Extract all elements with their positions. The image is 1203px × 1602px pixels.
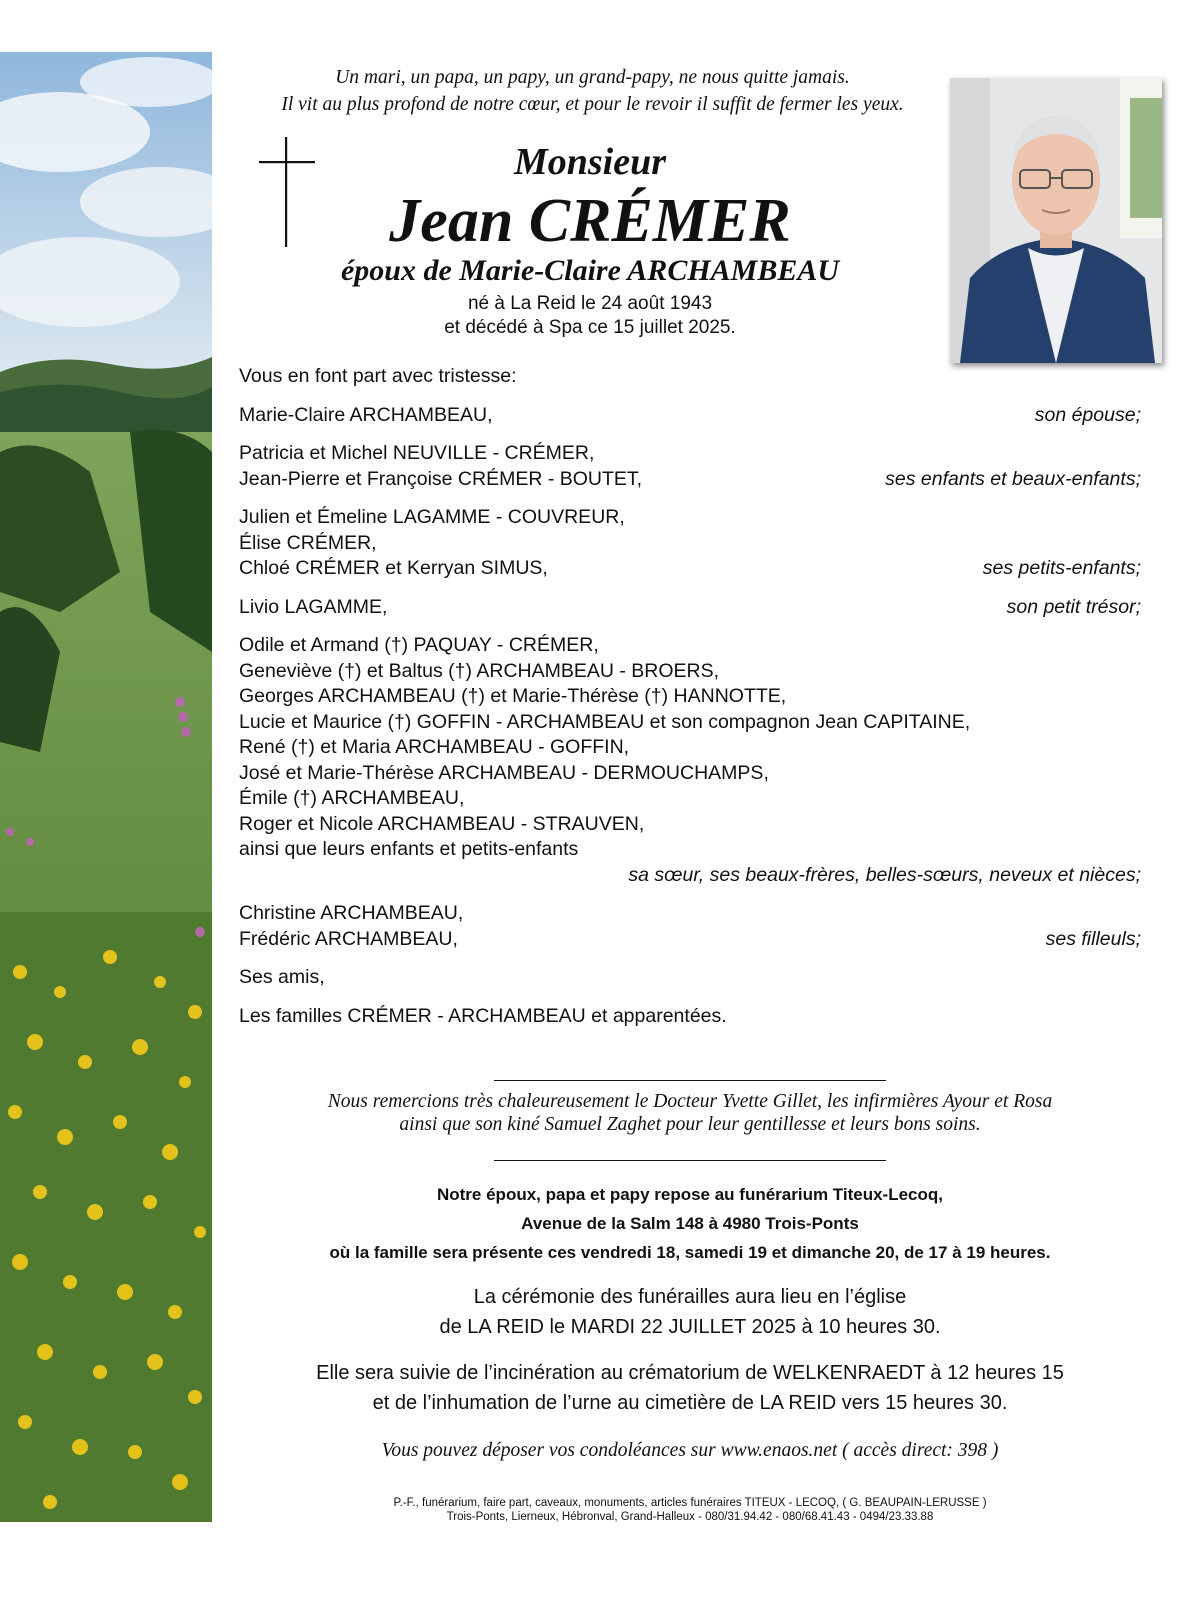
family-line — [239, 965, 1141, 991]
family-line — [239, 659, 1141, 685]
family-line — [239, 710, 1141, 736]
family-line — [239, 786, 1141, 812]
ceremony-line-1: La cérémonie des funérailles aura lieu en l’église — [473, 1286, 907, 1308]
family-member: Jean-Pierre et Françoise CRÉMER - BOUTET, — [239, 467, 643, 490]
family-member: Chloé CRÉMER et Kerryan SIMUS, — [239, 557, 548, 579]
deceased-name: Jean CRÉMER — [389, 187, 791, 255]
family-announcement — [239, 364, 1141, 1042]
thanks-line-1: Nous remercions très chaleureusement le Docteur Yvette Gillet, les infirmières Ayour et Rosa — [327, 1091, 1053, 1112]
family-relation: son épouse; — [1034, 403, 1141, 426]
family-member: Julien et Émeline LAGAMME - COUVREUR, — [239, 506, 625, 528]
family-member: José et Marie-Thérèse ARCHAMBEAU - DERMOUCHAMPS, — [239, 761, 769, 784]
family-member: Geneviève (†) et Baltus (†) ARCHAMBEAU - BROERS, — [239, 659, 720, 682]
thanks-message — [225, 1090, 1155, 1136]
family-line — [239, 761, 1141, 787]
family-relation: ses enfants et beaux-enfants; — [885, 467, 1141, 490]
cremation-line-1: Elle sera suivie de l’incinération au crématorium de WELKENRAEDT à 12 heures 15 — [316, 1362, 1064, 1384]
ceremony-line-2: de LA REID le MARDI 22 JUILLET 2025 à 10 heures 30. — [439, 1316, 941, 1338]
family-line — [239, 633, 1141, 659]
family-line — [239, 927, 1141, 953]
family-intro: Vous en font part avec tristesse: — [239, 365, 517, 387]
family-line — [239, 595, 1141, 621]
family-member: Frédéric ARCHAMBEAU, — [239, 927, 458, 950]
family-member: Patricia et Michel NEUVILLE - CRÉMER, — [239, 442, 595, 464]
family-line — [239, 403, 1141, 429]
thanks-line-2: ainsi que son kiné Samuel Zaghet pour leur gentillesse et leurs bons soins. — [399, 1114, 981, 1135]
family-relation: ses filleuls; — [1045, 927, 1141, 950]
family-member: Marie-Claire ARCHAMBEAU, — [239, 403, 493, 426]
family-line — [239, 901, 1141, 927]
death-date: et décédé à Spa ce 15 juillet 2025. — [444, 317, 736, 338]
cremation-info — [225, 1358, 1155, 1418]
divider-top — [494, 1080, 886, 1081]
family-member: Élise CRÉMER, — [239, 531, 377, 554]
repose-line-2: Avenue de la Salm 148 à 4980 Trois-Ponts — [521, 1214, 859, 1233]
family-member: Ses amis, — [239, 966, 325, 988]
family-line — [239, 1004, 1141, 1030]
family-line — [239, 467, 1141, 493]
footer-line-2: Trois-Ponts, Lierneux, Hébronval, Grand-Halleux - 080/31.94.42 - 080/68.41.43 - 0494/23.33.88 — [446, 1511, 934, 1523]
family-group-friends — [239, 965, 1141, 991]
family-line — [239, 441, 1141, 467]
memorial-quote — [225, 64, 960, 118]
nature-strip-image — [0, 52, 212, 1522]
funeral-home-footer — [225, 1496, 1155, 1524]
family-group-families — [239, 1004, 1141, 1030]
deceased-title: Monsieur — [513, 141, 667, 183]
family-group-children — [239, 441, 1141, 492]
repose-line-3: où la famille sera présente ces vendredi 18, samedi 19 et dimanche 20, de 17 à 19 heures. — [329, 1243, 1051, 1262]
family-relation: son petit trésor; — [1006, 595, 1141, 618]
family-group-treasure — [239, 595, 1141, 621]
life-dates — [230, 292, 950, 340]
family-member: Lucie et Maurice (†) GOFFIN - ARCHAMBEAU et son compagnon Jean CAPITAINE, — [239, 710, 971, 733]
family-member: Livio LAGAMME, — [239, 595, 388, 618]
family-member: Odile et Armand (†) PAQUAY - CRÉMER, — [239, 634, 599, 656]
footer-line-1: P.-F., funérarium, faire part, caveaux, monuments, articles funéraires TITEUX - LECOQ, ( G. BEAUPAIN-LERUSSE ) — [393, 1497, 987, 1509]
family-line — [239, 505, 1141, 531]
cremation-line-2: et de l’inhumation de l’urne au cimetière de LA REID vers 15 heures 30. — [372, 1392, 1008, 1414]
family-group-godchildren — [239, 901, 1141, 952]
family-member: Georges ARCHAMBEAU (†) et Marie-Thérèse (†) HANNOTTE, — [239, 685, 787, 707]
portrait-photo — [950, 78, 1162, 363]
repose-line-1: Notre époux, papa et papy repose au funérarium Titeux-Lecoq, — [436, 1185, 943, 1204]
quote-line-2: Il vit au plus profond de notre cœur, et pour le revoir il suffit de fermer les yeux. — [281, 94, 904, 115]
family-group-siblings — [239, 633, 1141, 888]
condolences-note: Vous pouvez déposer vos condoléances sur www.enaos.net ( accès direct: 398 ) — [381, 1440, 999, 1461]
family-group-grandchildren — [239, 505, 1141, 582]
family-member: Les familles CRÉMER - ARCHAMBEAU et apparentées. — [239, 1004, 727, 1027]
divider-bottom — [494, 1160, 886, 1161]
family-group-spouse — [239, 403, 1141, 429]
family-member: Roger et Nicole ARCHAMBEAU - STRAUVEN, — [239, 812, 645, 835]
family-member: René (†) et Maria ARCHAMBEAU - GOFFIN, — [239, 736, 630, 758]
family-line — [239, 837, 1141, 863]
ceremony-info — [225, 1282, 1155, 1342]
family-relation: ses petits-enfants; — [982, 557, 1141, 579]
family-member: Émile (†) ARCHAMBEAU, — [239, 787, 465, 809]
family-line — [239, 556, 1141, 582]
family-member: ainsi que leurs enfants et petits-enfants — [239, 838, 579, 860]
family-member: Christine ARCHAMBEAU, — [239, 902, 464, 924]
family-line — [239, 684, 1141, 710]
family-line — [239, 812, 1141, 838]
repose-info — [225, 1180, 1155, 1267]
family-line — [239, 531, 1141, 557]
family-line — [239, 735, 1141, 761]
quote-line-1: Un mari, un papa, un papy, un grand-papy, ne nous quitte jamais. — [335, 67, 850, 88]
family-relation: sa sœur, ses beaux-frères, belles-sœurs, neveux et nièces; — [628, 863, 1141, 886]
birth-date: né à La Reid le 24 août 1943 — [467, 293, 713, 314]
deceased-spouse: époux de Marie-Claire ARCHAMBEAU — [340, 254, 840, 287]
